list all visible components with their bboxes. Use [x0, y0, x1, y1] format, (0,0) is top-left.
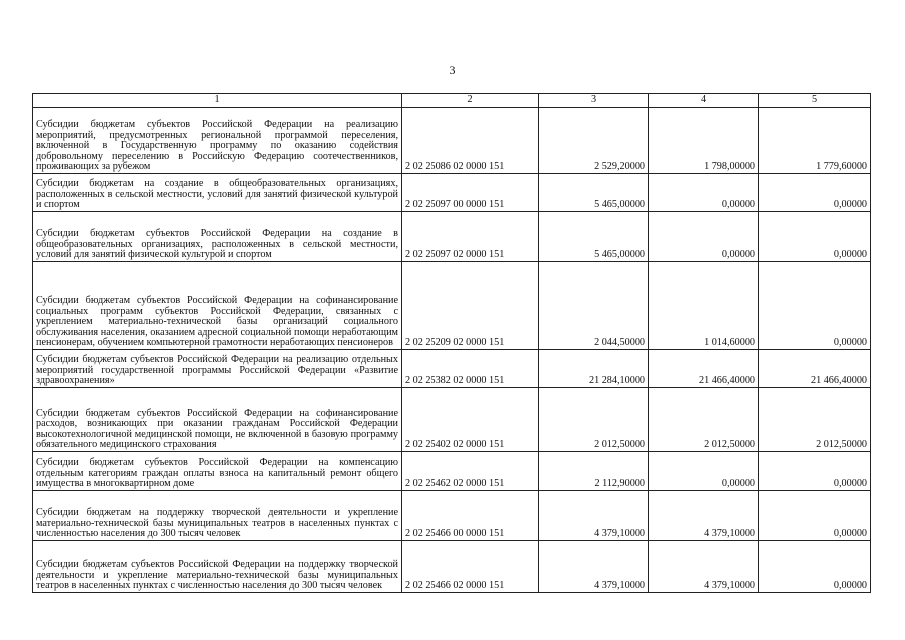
- row-description: Субсидии бюджетам на создание в общеобразовательных организациях, расположенных в сельской местности, условий для занятий физической культурой и спортом: [33, 174, 402, 212]
- row-value-col5: 2 012,50000: [759, 388, 871, 452]
- row-description: Субсидии бюджетам субъектов Российской Федерации на софинансирование социальных программ субъектов Российской Федерации, связанных с укреплением материально-технической базы организаций социального обслуживания населения, оказанием адресной социальной помощи неработающим пенсионерам, обучением компьютерной грамотности неработающих пенсионеров: [33, 262, 402, 350]
- row-budget-code: 2 02 25466 02 0000 151: [402, 541, 539, 593]
- table-row: [33, 174, 871, 212]
- row-description: Субсидии бюджетам субъектов Российской Федерации на создание в общеобразовательных организациях, расположенных в сельской местности, условий для занятий физической культурой и спортом: [33, 212, 402, 262]
- row-value-col3: 2 012,50000: [539, 388, 649, 452]
- row-value-col5: 0,00000: [759, 212, 871, 262]
- row-value-col5: 1 779,60000: [759, 108, 871, 174]
- row-value-col4: 21 466,40000: [649, 350, 759, 388]
- row-value-col5: 0,00000: [759, 262, 871, 350]
- table-row: [33, 262, 871, 350]
- row-value-col5: 0,00000: [759, 452, 871, 491]
- row-value-col3: 2 529,20000: [539, 108, 649, 174]
- row-budget-code: 2 02 25402 02 0000 151: [402, 388, 539, 452]
- row-value-col3: 4 379,10000: [539, 541, 649, 593]
- budget-table: [32, 93, 871, 593]
- row-value-col3: 5 465,00000: [539, 212, 649, 262]
- row-budget-code: 2 02 25209 02 0000 151: [402, 262, 539, 350]
- row-value-col4: 0,00000: [649, 452, 759, 491]
- column-header-1: 1: [33, 94, 402, 108]
- row-value-col4: 1 014,60000: [649, 262, 759, 350]
- table-row: [33, 452, 871, 491]
- column-header-3: 3: [539, 94, 649, 108]
- column-header-2: 2: [402, 94, 539, 108]
- row-value-col4: 0,00000: [649, 174, 759, 212]
- row-description: Субсидии бюджетам на поддержку творческой деятельности и укрепление материально-технической базы муниципальных театров в населенных пунктах с численностью населения до 300 тысяч человек: [33, 491, 402, 541]
- row-description: Субсидии бюджетам субъектов Российской Федерации на реализацию мероприятий, предусмотренных региональной программой переселения, включенной в Государственную программу по оказанию содействия добровольному переселению в Российскую Федерацию соотечественников, проживающих за рубежом: [33, 108, 402, 174]
- row-value-col3: 4 379,10000: [539, 491, 649, 541]
- row-description: Субсидии бюджетам субъектов Российской Федерации на реализацию отдельных мероприятий государственной программы Российской Федерации «Развитие здравоохранения»: [33, 350, 402, 388]
- row-value-col4: 1 798,00000: [649, 108, 759, 174]
- row-value-col5: 0,00000: [759, 541, 871, 593]
- table-row: [33, 212, 871, 262]
- row-value-col5: 21 466,40000: [759, 350, 871, 388]
- row-description: Субсидии бюджетам субъектов Российской Федерации на софинансирование расходов, возникающих при оказании гражданам Российской Федерации высокотехнологичной медицинской помощи, не включенной в базовую программу обязательного медицинского страхования: [33, 388, 402, 452]
- row-budget-code: 2 02 25097 02 0000 151: [402, 212, 539, 262]
- row-description: Субсидии бюджетам субъектов Российской Федерации на компенсацию отдельным категориям граждан оплаты взноса на капитальный ремонт общего имущества в многоквартирном доме: [33, 452, 402, 491]
- header-row: [33, 94, 871, 108]
- row-value-col4: 0,00000: [649, 212, 759, 262]
- row-budget-code: 2 02 25462 02 0000 151: [402, 452, 539, 491]
- table-row: [33, 388, 871, 452]
- row-description: Субсидии бюджетам субъектов Российской Федерации на поддержку творческой деятельности и укрепление материально-технической базы муниципальных театров в населенных пунктах с численностью населения до 300 тысяч человек: [33, 541, 402, 593]
- row-value-col4: 4 379,10000: [649, 541, 759, 593]
- table-row: [33, 541, 871, 593]
- page-number: 3: [449, 63, 456, 77]
- row-budget-code: 2 02 25382 02 0000 151: [402, 350, 539, 388]
- table-row: [33, 350, 871, 388]
- row-value-col5: 0,00000: [759, 491, 871, 541]
- row-value-col4: 2 012,50000: [649, 388, 759, 452]
- row-budget-code: 2 02 25466 00 0000 151: [402, 491, 539, 541]
- column-header-5: 5: [759, 94, 871, 108]
- row-value-col3: 21 284,10000: [539, 350, 649, 388]
- column-header-4: 4: [649, 94, 759, 108]
- row-budget-code: 2 02 25097 00 0000 151: [402, 174, 539, 212]
- row-value-col3: 2 044,50000: [539, 262, 649, 350]
- row-value-col4: 4 379,10000: [649, 491, 759, 541]
- table-row: [33, 108, 871, 174]
- row-value-col3: 2 112,90000: [539, 452, 649, 491]
- row-value-col3: 5 465,00000: [539, 174, 649, 212]
- table-row: [33, 491, 871, 541]
- row-value-col5: 0,00000: [759, 174, 871, 212]
- row-budget-code: 2 02 25086 02 0000 151: [402, 108, 539, 174]
